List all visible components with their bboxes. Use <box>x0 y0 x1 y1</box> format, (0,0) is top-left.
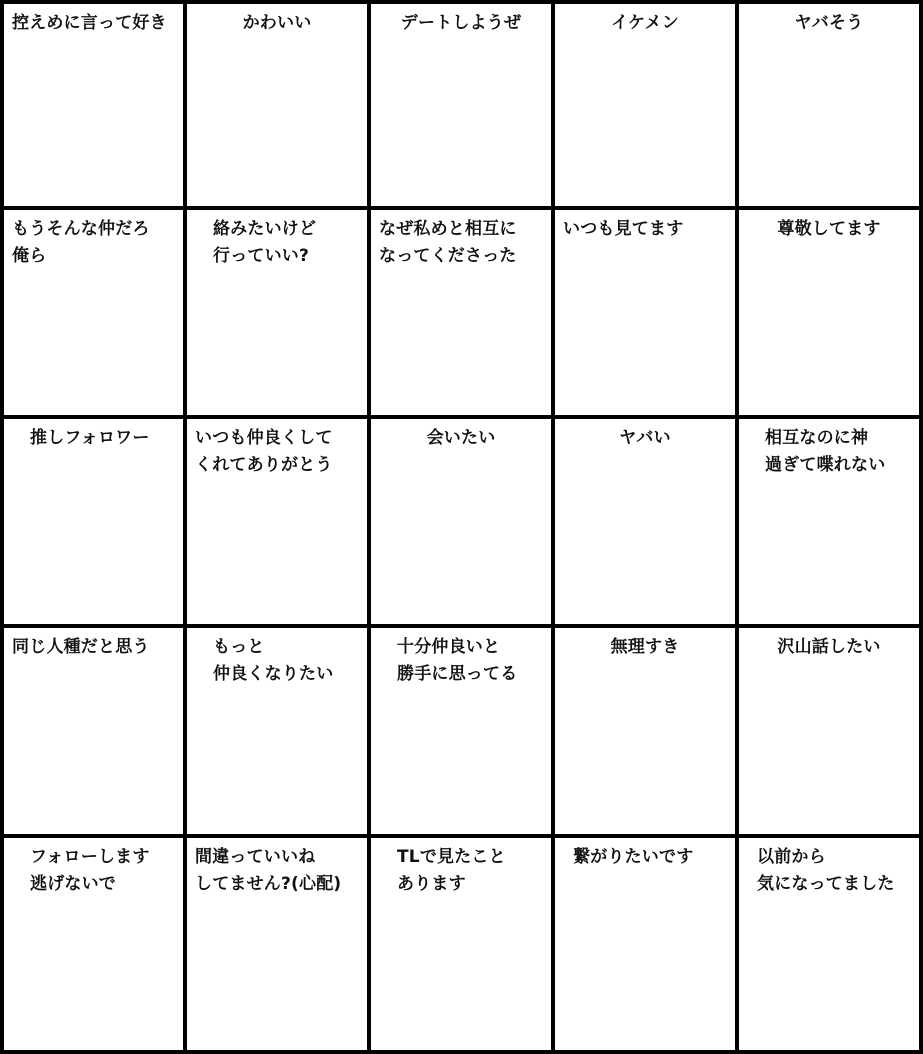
cell-label: かわいい <box>242 13 312 33</box>
grid-cell[interactable] <box>371 628 555 838</box>
grid-cell[interactable] <box>555 628 739 838</box>
cell-label: 無理すき <box>610 637 680 657</box>
grid-cell[interactable] <box>739 419 919 628</box>
cell-label: デートしようぜ <box>400 13 522 33</box>
grid-cell[interactable] <box>555 838 739 1050</box>
cell-label: もっと 仲良くなりたい <box>213 637 334 684</box>
grid-cell[interactable] <box>371 419 555 628</box>
grid-cell[interactable] <box>4 838 187 1050</box>
cell-label: なぜ私めと相互に なってくださった <box>379 219 517 266</box>
cell-label: 同じ人種だと思う <box>12 637 150 657</box>
grid-cell[interactable] <box>187 4 371 210</box>
grid-cell[interactable] <box>555 4 739 210</box>
grid-cell[interactable] <box>555 210 739 419</box>
grid-cell[interactable] <box>4 210 187 419</box>
grid-cell[interactable] <box>371 4 555 210</box>
grid-cell[interactable] <box>739 4 919 210</box>
cell-label: 推しフォロワー <box>30 428 150 448</box>
grid-cell[interactable] <box>4 4 187 210</box>
cell-label: いつも仲良くして くれてありがとう <box>195 428 333 475</box>
cell-label: 絡みたいけど 行っていい? <box>213 219 317 266</box>
cell-label: もうそんな仲だろ 俺ら <box>12 219 150 266</box>
cell-label: 会いたい <box>426 428 496 448</box>
cell-label: 以前から 気になってました <box>757 847 895 894</box>
cell-label: TLで見たこと あります <box>397 847 506 894</box>
cell-label: 相互なのに神 過ぎて喋れない <box>765 428 886 475</box>
grid-cell[interactable] <box>739 838 919 1050</box>
cell-label: 沢山話したい <box>777 637 881 657</box>
cell-label: 控えめに言って好き <box>12 13 167 33</box>
cell-label: 間違っていいね してません?(心配) <box>195 847 342 894</box>
cell-label: 十分仲良いと 勝手に思ってる <box>397 637 518 684</box>
grid-cell[interactable] <box>371 210 555 419</box>
grid-cell[interactable] <box>739 210 919 419</box>
cell-label: ヤバそう <box>794 13 864 33</box>
grid-cell[interactable] <box>4 419 187 628</box>
cell-label: ヤバい <box>619 428 671 448</box>
grid-cell[interactable] <box>371 838 555 1050</box>
cell-label: いつも見てます <box>563 219 684 239</box>
grid-cell[interactable] <box>555 419 739 628</box>
grid-cell[interactable] <box>739 628 919 838</box>
grid-cell[interactable] <box>4 628 187 838</box>
grid-cell[interactable] <box>187 419 371 628</box>
cell-label: 尊敬してます <box>777 219 881 239</box>
cell-label: 繋がりたいです <box>573 847 694 867</box>
grid-cell[interactable] <box>187 838 371 1050</box>
cell-label: イケメン <box>611 13 679 33</box>
grid-cell[interactable] <box>187 210 371 419</box>
cell-label: フォローします 逃げないで <box>30 847 150 894</box>
grid-cell[interactable] <box>187 628 371 838</box>
